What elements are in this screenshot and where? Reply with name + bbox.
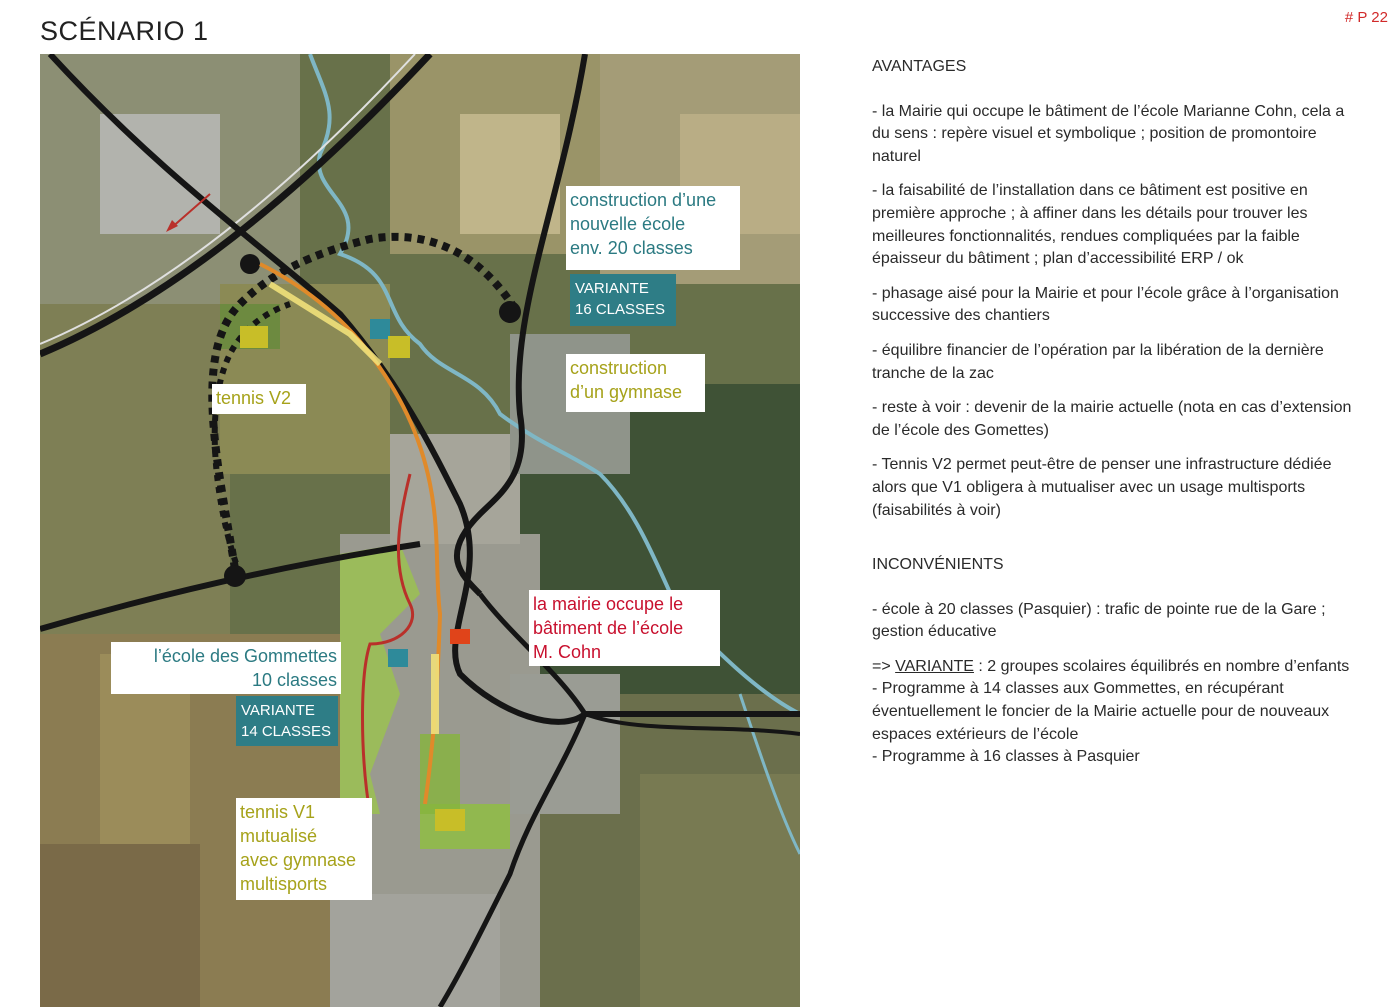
label-mairie-line2: bâtiment de l’école bbox=[533, 618, 684, 638]
variant-14-badge bbox=[236, 696, 338, 746]
variant-16-line2: 16 CLASSES bbox=[575, 301, 666, 318]
label-gymnase-line1: construction bbox=[570, 358, 668, 378]
drawback-variant bbox=[872, 656, 1362, 679]
label-new-school-line3: env. 20 classes bbox=[570, 238, 693, 258]
label-tennis-v1-line2: mutualisé bbox=[240, 826, 318, 846]
advantage-item: - phasage aisé pour la Mairie et pour l’école grâce à l’organisation successive des chantiers bbox=[872, 284, 1339, 325]
variant-14-line2: 14 CLASSES bbox=[241, 723, 332, 740]
label-tennis-v1 bbox=[236, 798, 372, 900]
advantage-item: - équilibre financier de l’opération par la libération de la dernière tranche de la zac bbox=[872, 341, 1324, 382]
label-tennis-v2: tennis V2 bbox=[212, 384, 306, 414]
label-gommettes-line1: l’école des Gommettes bbox=[153, 646, 337, 666]
label-gommettes bbox=[111, 642, 341, 694]
drawback-variant-rest: : 2 groupes scolaires équilibrés en nombre d’enfants bbox=[973, 657, 1350, 675]
variant-16-line1: VARIANTE bbox=[575, 280, 649, 297]
advantage-item: - Tennis V2 permet peut-être de penser une infrastructure dédiée alors que V1 obligera à mutualiser avec un usage multisports (faisabilités à voir) bbox=[872, 456, 1332, 519]
variant-14-line1: VARIANTE bbox=[241, 702, 315, 719]
label-tennis-v1-line3: avec gymnase bbox=[240, 850, 357, 870]
advantage-item: - la Mairie qui occupe le bâtiment de l’école Marianne Cohn, cela a du sens : repère visuel et symbolique ; position de promontoire naturel bbox=[872, 102, 1345, 165]
advantages-heading: AVANTAGES bbox=[872, 58, 967, 75]
label-gymnase bbox=[566, 354, 705, 412]
label-gommettes-line2: 10 classes bbox=[251, 670, 337, 690]
drawback-item: - Programme à 16 classes à Pasquier bbox=[872, 748, 1140, 766]
page-title: SCÉNARIO 1 bbox=[40, 16, 209, 46]
label-mairie bbox=[529, 590, 720, 666]
drawback-arrow: => bbox=[872, 657, 896, 675]
label-new-school-line2: nouvelle école bbox=[570, 214, 686, 234]
label-gymnase-line2: d’un gymnase bbox=[570, 382, 683, 402]
drawbacks-heading: INCONVÉNIENTS bbox=[872, 556, 1004, 574]
advantage-item: - la faisabilité de l’installation dans ce bâtiment est positive en première approche ; à affiner dans les détails pour trouver les meilleures fonctionnalités, rendues compliquées par la faible épaisseur du bâtiment ; plan d’accessibilité ERP / ok bbox=[872, 182, 1308, 268]
label-new-school bbox=[566, 186, 740, 270]
label-mairie-line1: la mairie occupe le bbox=[533, 594, 684, 614]
page-number: # P 22 bbox=[1344, 9, 1388, 26]
drawback-item: - Programme à 14 classes aux Gommettes, en récupérant éventuellement le foncier de la Mairie actuelle pour de nouveaux espaces extérieurs de l’école bbox=[872, 680, 1330, 743]
label-tennis-v1-line1: tennis V1 bbox=[240, 802, 316, 822]
text-panel bbox=[872, 56, 1362, 769]
variant-16-badge bbox=[570, 274, 676, 326]
label-tennis-v1-line4: multisports bbox=[240, 874, 328, 894]
label-new-school-line1: construction d’une bbox=[570, 190, 717, 210]
drawback-variant-word: VARIANTE bbox=[895, 657, 974, 675]
label-mairie-line3: M. Cohn bbox=[533, 642, 602, 662]
drawback-item: - école à 20 classes (Pasquier) : trafic de pointe rue de la Gare ; gestion éducative bbox=[872, 600, 1326, 641]
advantage-item: - reste à voir : devenir de la mairie actuelle (nota en cas d’extension de l’école des Gomettes) bbox=[872, 399, 1352, 439]
aerial-map bbox=[40, 54, 800, 1007]
